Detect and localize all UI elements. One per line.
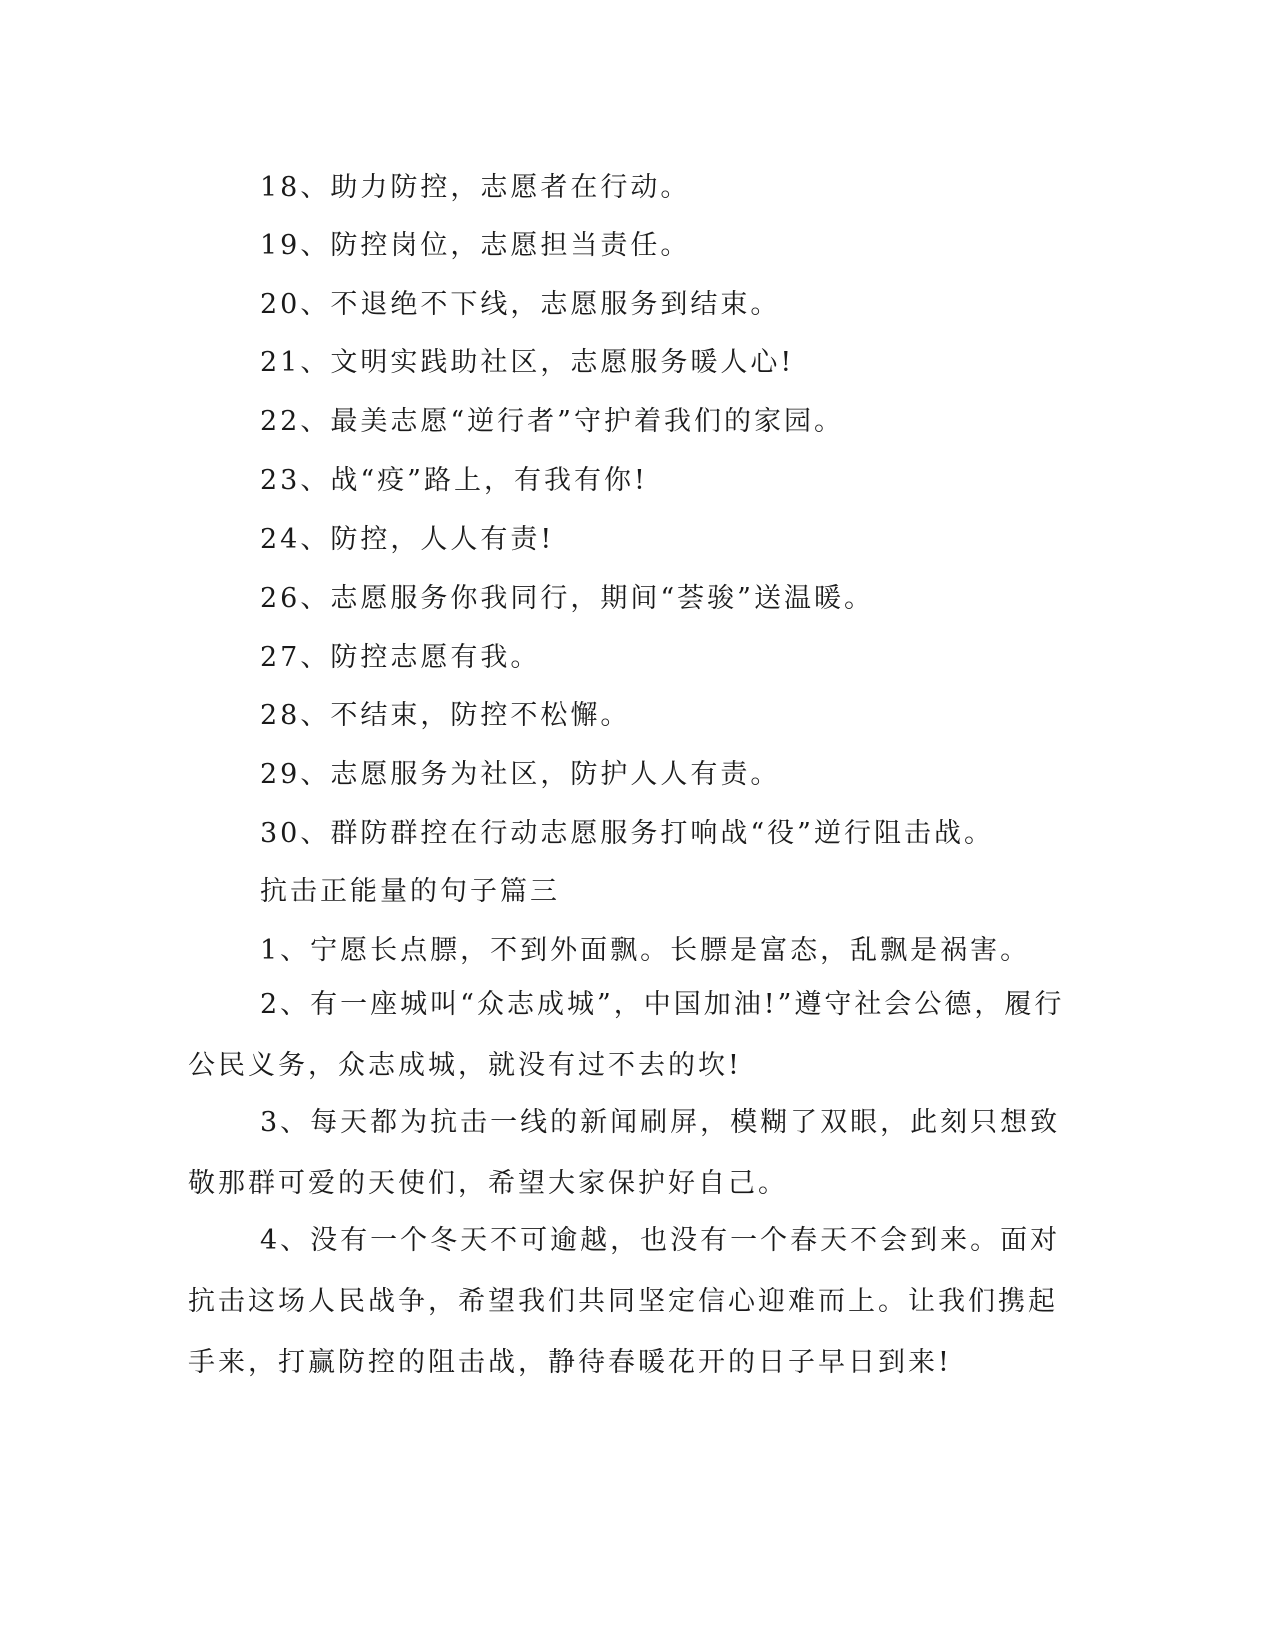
paragraph: 4、没有一个冬天不可逾越，也没有一个春天不会到来。面对抗击这场人民战争，希望我们共同坚定信心迎难而上。让我们携起手来，打赢防控的阻击战，静待春暖花开的日子早日到来!: [188, 1225, 1061, 1378]
list-item: 23、战“疫”路上，有我有你!: [260, 465, 648, 496]
list-item: 18、助力防控，志愿者在行动。: [260, 172, 691, 203]
paragraph: 3、每天都为抗击一线的新闻刷屏，模糊了双眼，此刻只想致敬那群可爱的天使们，希望大家保护好自己。: [188, 1107, 1061, 1199]
section-title: 抗击正能量的句子篇三: [260, 876, 560, 907]
list-item: 24、防控，人人有责!: [260, 524, 555, 555]
list-item: 28、不结束，防控不松懈。: [260, 700, 631, 731]
list-item: 29、志愿服务为社区，防护人人有责。: [260, 759, 781, 790]
list-item: 26、志愿服务你我同行，期间“荟骏”送温暖。: [260, 583, 874, 614]
paragraph: 1、宁愿长点膘，不到外面飘。长膘是富态，乱飘是祸害。: [260, 935, 1031, 966]
list-item: 21、文明实践助社区，志愿服务暖人心!: [260, 347, 795, 378]
list-item: 19、防控岗位，志愿担当责任。: [260, 230, 691, 261]
list-item: 27、防控志愿有我。: [260, 642, 541, 673]
paragraph: 2、有一座城叫“众志成城”，中国加油!”遵守社会公德，履行公民义务，众志成城，就没有过不去的坎!: [188, 989, 1065, 1081]
list-item: 22、最美志愿“逆行者”守护着我们的家园。: [260, 406, 844, 437]
list-item: 30、群防群控在行动志愿服务打响战“役”逆行阻击战。: [260, 818, 994, 849]
list-item: 20、不退绝不下线，志愿服务到结束。: [260, 289, 781, 320]
